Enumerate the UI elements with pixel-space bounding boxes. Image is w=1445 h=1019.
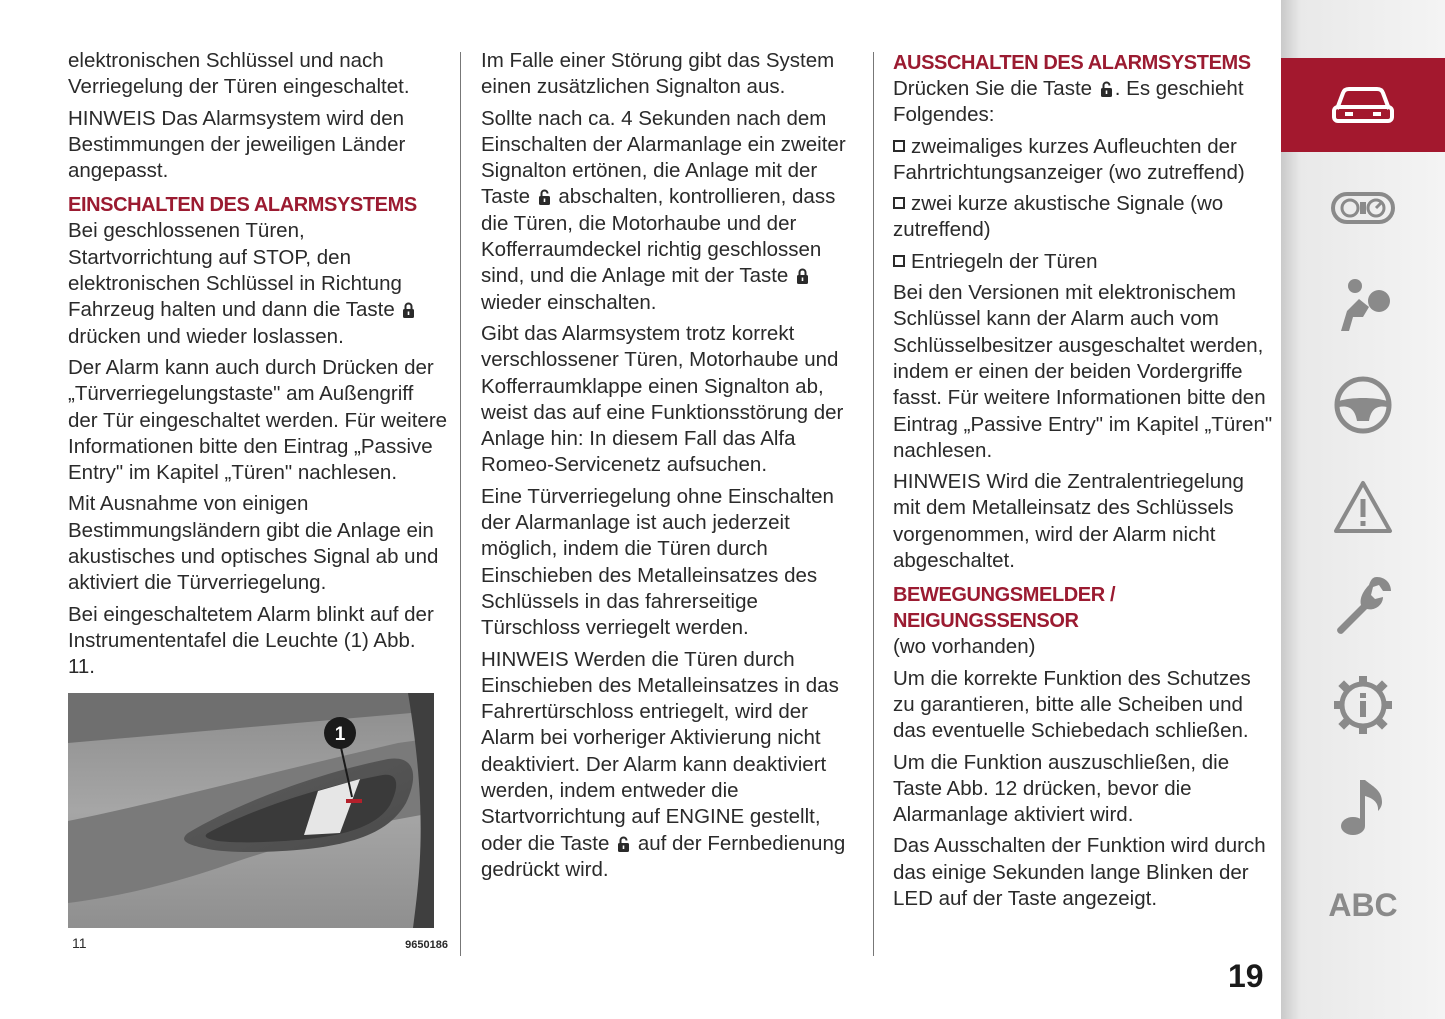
paragraph: HINWEIS Das Alarmsystem wird den Bestimmungen der jeweiligen Länder angepasst. [68, 106, 406, 183]
lock-open-icon [617, 836, 630, 852]
airbag-person-icon [1333, 277, 1393, 333]
paragraph: Bei den Versionen mit elektronischem Schlüssel kann der Alarm auch vom Schlüsselbesitzer ausgeschaltet werden, indem er einen der beiden Vordergriffe fasst. Für weitere Informationen bitte den Eintrag „Passive Entry" im Kapitel „Türen" nachlesen. [893, 281, 1273, 462]
paragraph: HINWEIS Werden die Türen durch Einschieben des Metalleinsatzes in das Fahrertürschloss entriegelt, wird der Alarm bei vorheriger Aktivierung nicht deaktiviert. Der Alarm kann deaktiviert werden, indem entweder die Startvorrichtung auf ENGINE gestellt, oder die Taste auf der Fernbedienung gedrückt wird. [481, 647, 846, 881]
list-item: zweimaliges kurzes Aufleuchten der Fahrtrichtungsanzeiger (wo zutreffend) [893, 134, 1245, 184]
sidebar-item-warnings[interactable] [1281, 462, 1445, 552]
figure-door-handle [68, 693, 434, 928]
paragraph: Gibt das Alarmsystem trotz korrekt verschlossener Türen, Motorhaube und Kofferraumklappe einen Signalton ab, weist das auf eine Funktionsstörung der Anlage hin: In diesem Fall das Alfa Romeo-Servicenetz aufsuchen. [481, 321, 844, 477]
sidebar-item-index[interactable] [1281, 860, 1445, 950]
sidebar-item-car[interactable] [1281, 58, 1445, 152]
paragraph: Eine Türverriegelung ohne Einschalten der Alarmanlage ist auch jederzeit möglich, indem die Türen durch Einschieben des Metalleinsatzes des Schlüssels in das fahrerseitige Türschloss verriegelt werden. [481, 484, 834, 640]
figure-code: 9650186 [405, 938, 448, 951]
abc-index-label: ABC [1328, 886, 1398, 923]
sidebar-item-safety[interactable] [1281, 260, 1445, 350]
paragraph: Bei eingeschaltetem Alarm blinkt auf der Instrumententafel die Leuchte (1) Abb. 11. [68, 602, 434, 679]
car-icon [1331, 83, 1395, 127]
callout-number: 1 [334, 723, 346, 745]
column-divider [873, 52, 874, 956]
sidebar-item-maintenance[interactable] [1281, 560, 1445, 650]
heading-bewegungsmelder: BEWEGUNGSMELDER / NEIGUNGSSENSOR [893, 584, 1116, 633]
page-number: 19 [1228, 958, 1264, 994]
list-item: zwei kurze akustische Signale (wo zutreffend) [893, 192, 1224, 242]
checkbox-bullet-icon [893, 140, 905, 152]
checkbox-bullet-icon [893, 197, 905, 209]
figure-caption [68, 928, 448, 950]
lock-closed-icon [402, 302, 415, 318]
column-divider [460, 52, 461, 956]
sidebar-item-multimedia[interactable] [1281, 762, 1445, 852]
heading-einschalten: EINSCHALTEN DES ALARMSYSTEMS [68, 194, 417, 217]
lock-open-icon [1100, 81, 1113, 97]
paragraph: Der Alarm kann auch durch Drücken der „Türverriegelungstaste" am Außengriff der Tür eingeschaltet werden. Für weitere Informationen bitte den Eintrag „Passive Entry" im Kapitel „Türen" nachlesen. [68, 355, 448, 485]
music-note-icon [1338, 776, 1388, 838]
sidebar-item-driving[interactable] [1281, 360, 1445, 450]
chapter-sidebar [1281, 0, 1445, 1019]
paragraph: Bei geschlossenen Türen, Startvorrichtung auf STOP, den elektronischen Schlüssel in Richtung Fahrzeug halten und dann die Taste drücken und wieder loslassen. [68, 218, 448, 349]
lock-open-icon [538, 189, 551, 205]
dashboard-icon [1330, 188, 1396, 228]
door-handle-photo [68, 693, 434, 928]
paragraph: Im Falle einer Störung gibt das System einen zusätzlichen Signalton aus. [481, 49, 835, 99]
paragraph: Um die korrekte Funktion des Schutzes zu garantieren, bitte alle Scheiben und das eventuelle Schiebedach schließen. [893, 666, 1251, 743]
warning-triangle-icon [1332, 479, 1394, 535]
lock-closed-icon [796, 268, 809, 284]
paragraph: (wo vorhanden) [893, 635, 1036, 659]
checkbox-bullet-icon [893, 255, 905, 267]
paragraph: elektronischen Schlüssel und nach Verriegelung der Türen eingeschaltet. [68, 49, 410, 99]
steering-wheel-icon [1333, 375, 1393, 435]
column-1 [68, 48, 448, 950]
paragraph: Sollte nach ca. 4 Sekunden nach dem Einschalten der Alarmanlage ein zweiter Signalton ertönen, die Anlage mit der Taste abschalten, kontrollieren, dass die Türen, die Motorhaube und der Kofferraumdeckel richtig geschlossen sind, und die Anlage mit der Taste wieder einschalten. [481, 106, 846, 314]
paragraph: HINWEIS Wird die Zentralentriegelung mit dem Metalleinsatz des Schlüssels vorgenommen, wird der Alarm nicht abgeschaltet. [893, 470, 1244, 573]
column-2 [481, 48, 861, 888]
wrench-icon [1333, 573, 1393, 637]
figure-number: 11 [72, 934, 87, 951]
paragraph: Das Ausschalten der Funktion wird durch das einige Sekunden lange Blinken der LED auf der Taste angezeigt. [893, 834, 1266, 911]
paragraph: Drücken Sie die Taste . Es geschieht Folgendes: [893, 77, 1244, 127]
column-3 [893, 48, 1273, 917]
gear-info-icon [1332, 674, 1394, 736]
paragraph: Um die Funktion auszuschließen, die Taste Abb. 12 drücken, bevor die Alarmanlage aktiviert wird. [893, 750, 1230, 827]
heading-ausschalten: AUSSCHALTEN DES ALARMSYSTEMS [893, 52, 1251, 74]
paragraph: Mit Ausnahme von einigen Bestimmungsländern gibt die Anlage ein akustisches und optisches Signal ab und aktiviert die Türverriegelung. [68, 492, 439, 595]
list-item: Entriegeln der Türen [893, 249, 1273, 275]
sidebar-item-technical-data[interactable] [1281, 660, 1445, 750]
sidebar-item-dashboard[interactable] [1281, 163, 1445, 253]
